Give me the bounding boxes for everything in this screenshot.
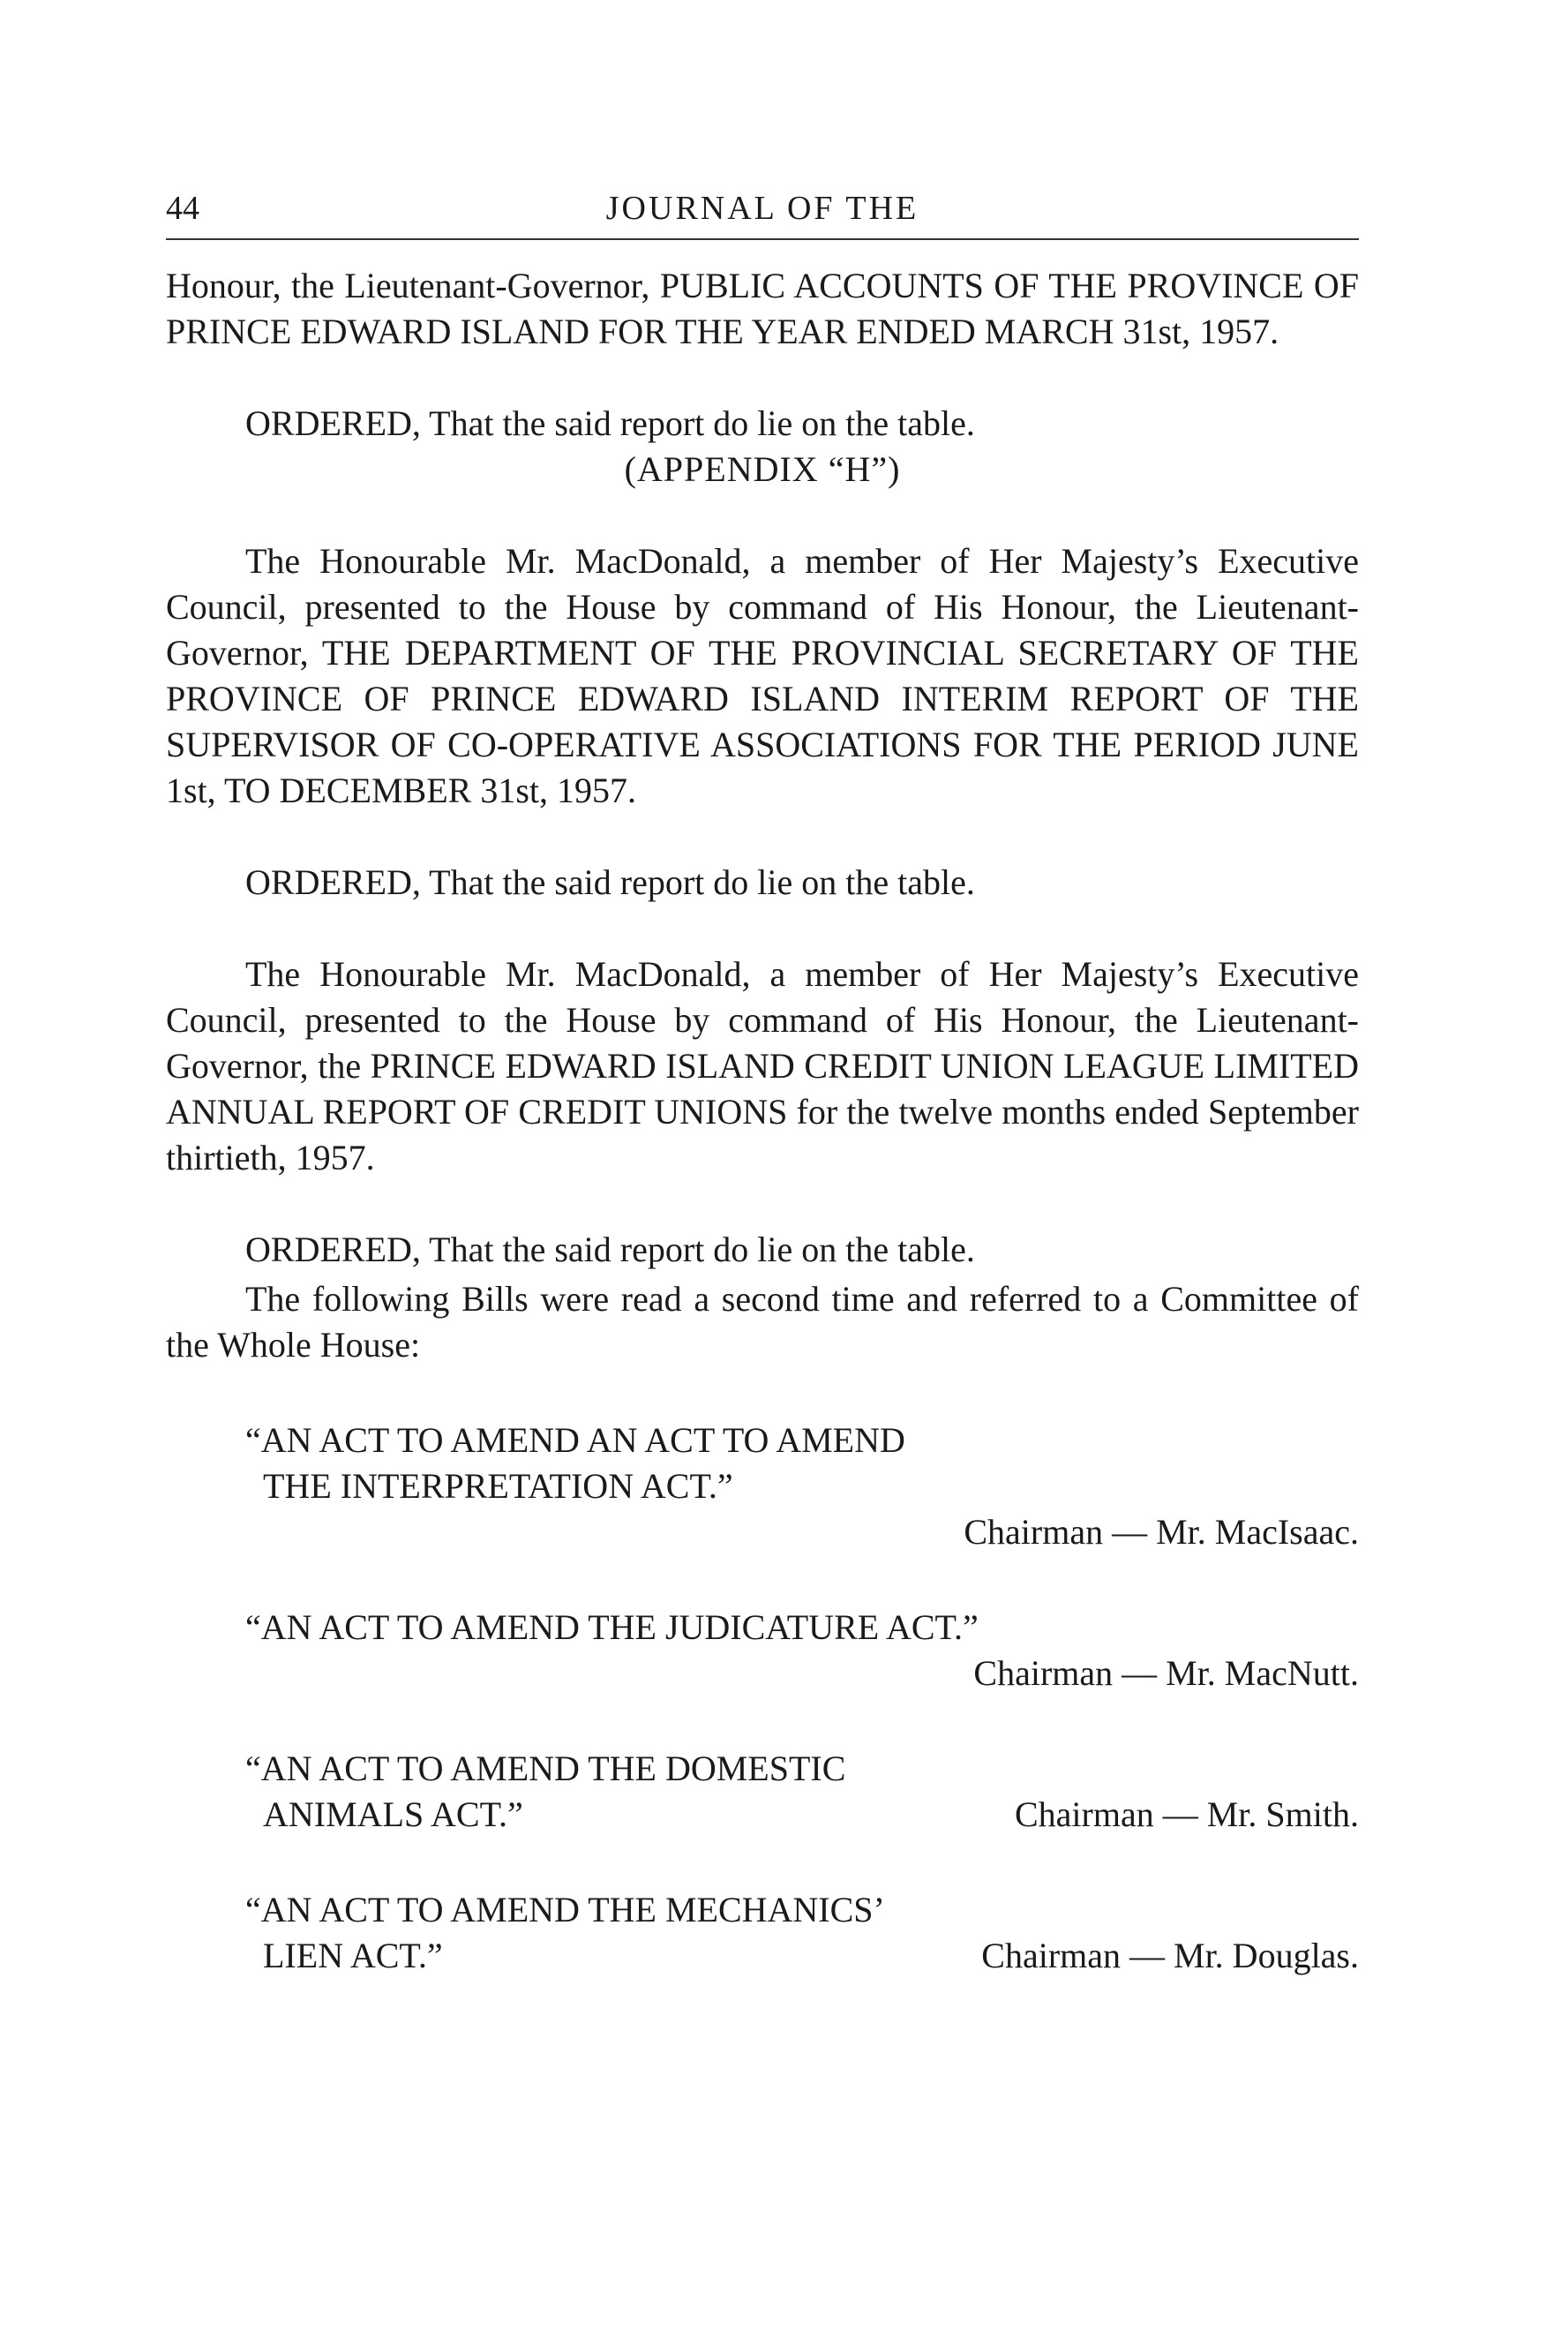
ordered-statement-2: ORDERED, That the said report do lie on the table.	[245, 862, 975, 902]
running-title: JOURNAL OF THE	[605, 190, 919, 227]
bill-title-line: ANIMALS ACT.”	[263, 1794, 523, 1834]
bill-last-line	[245, 1792, 1359, 1838]
paragraph-bills-intro: The following Bills were read a second time and referred to a Committee of the Whole House:	[166, 1279, 1359, 1365]
journal-page	[166, 185, 1359, 1979]
bill-title-line: LIEN ACT.”	[263, 1936, 443, 1975]
page-header	[166, 185, 1359, 240]
ordered-statement-3: ORDERED, That the said report do lie on the table.	[245, 1230, 975, 1269]
bill-judicature-act	[245, 1605, 1359, 1696]
bill-chairman: Chairman — Mr. Smith.	[1015, 1794, 1359, 1834]
bill-title-line: “AN ACT TO AMEND THE JUDICATURE ACT.”	[245, 1607, 979, 1647]
bill-title-line: THE INTERPRETATION ACT.”	[263, 1466, 733, 1506]
appendix-heading: (APPENDIX “H”)	[624, 449, 901, 489]
bill-chairman: Chairman — Mr. Douglas.	[981, 1936, 1359, 1975]
page-number: 44	[166, 190, 199, 227]
bill-title-line: “AN ACT TO AMEND AN ACT TO AMEND	[245, 1420, 905, 1460]
paragraph-cooperative-report: The Honourable Mr. MacDonald, a member of Her Majesty’s Executive Council, presented to the House by command of His Honour, the Lieutenant-Governor, THE DEPARTMENT OF THE PROVINCIAL SECRETARY OF THE PROVINCE OF PRINCE EDWARD ISLAND INTERIM REPORT OF THE SUPERVISOR OF CO-OPERATIVE ASSOCIATIONS FOR THE PERIOD JUNE 1st, TO DECEMBER 31st, 1957.	[166, 541, 1359, 810]
bill-chairman: Chairman — Mr. MacIsaac.	[964, 1512, 1359, 1552]
bill-title-line: “AN ACT TO AMEND THE MECHANICS’	[245, 1890, 885, 1929]
paragraph-public-accounts: Honour, the Lieutenant-Governor, PUBLIC ACCOUNTS OF THE PROVINCE OF PRINCE EDWARD ISLAND FOR THE YEAR ENDED MARCH 31st, 1957.	[166, 266, 1359, 351]
paragraph-credit-union-report: The Honourable Mr. MacDonald, a member of Her Majesty’s Executive Council, presented to the House by command of His Honour, the Lieutenant-Governor, the PRINCE EDWARD ISLAND CREDIT UNION LEAGUE LIMITED ANNUAL REPORT OF CREDIT UNIONS for the twelve months ended September thirtieth, 1957.	[166, 954, 1359, 1177]
bill-chairman: Chairman — Mr. MacNutt.	[973, 1653, 1359, 1693]
bill-last-line	[245, 1933, 1359, 1979]
bill-interpretation-act	[245, 1418, 1359, 1555]
ordered-statement-1: ORDERED, That the said report do lie on the table.	[245, 403, 975, 443]
bill-domestic-animals-act	[245, 1746, 1359, 1838]
bill-title-line: “AN ACT TO AMEND THE DOMESTIC	[245, 1749, 846, 1788]
bill-mechanics-lien-act	[245, 1887, 1359, 1979]
